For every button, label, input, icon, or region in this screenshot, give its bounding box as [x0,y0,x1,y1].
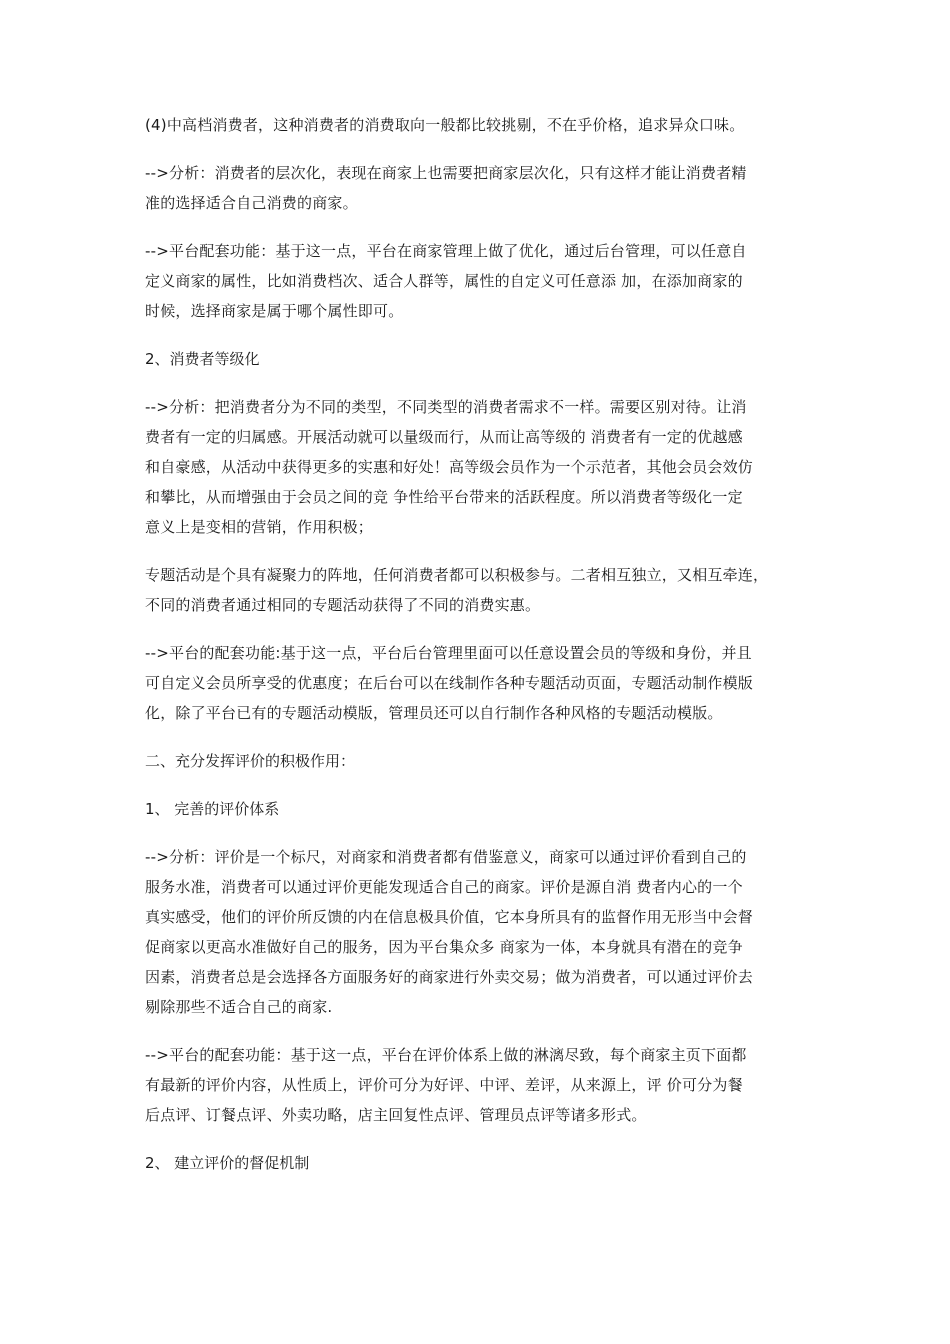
text-line: 费者有一定的归属感。开展活动就可以量级而行，从而让高等级的 消费者有一定的优越感 [145,428,743,446]
text-line: 可自定义会员所享受的优惠度；在后台可以在线制作各种专题活动页面，专题活动制作模版 [145,674,754,692]
section-heading [145,746,810,776]
subsection-heading [145,794,810,824]
text-line: -->平台的配套功能：基于这一点，平台在评价体系上做的淋漓尽致，每个商家主页下面都 [145,1046,747,1064]
text-line: 后点评、订餐点评、外卖功略，店主回复性点评、管理员点评等诸多形式。 [145,1106,647,1124]
text-line: 定义商家的属性，比如消费档次、适合人群等，属性的自定义可任意添 加，在添加商家的 [145,272,743,290]
paragraph [145,158,810,218]
heading-text: 二、充分发挥评价的积极作用： [145,752,356,770]
paragraph [145,560,810,620]
text-line: 促商家以更高水准做好自己的服务，因为平台集众多 商家为一体，本身就具有潜在的竞争 [145,938,743,956]
text-line: 化，除了平台已有的专题活动模版，管理员还可以自行制作各种风格的专题活动模版。 [145,704,723,722]
heading-text: 1、 完善的评价体系 [145,800,280,818]
text-line: -->分析：消费者的层次化，表现在商家上也需要把商家层次化，只有这样才能让消费者精 [145,164,747,182]
text-line: -->平台配套功能：基于这一点，平台在商家管理上做了优化，通过后台管理，可以任意自 [145,242,747,260]
text-line: 意义上是变相的营销，作用积极； [145,518,374,536]
paragraph [145,392,810,542]
paragraph [145,110,810,140]
heading-text: 2、消费者等级化 [145,350,260,368]
text-line: -->分析：评价是一个标尺，对商家和消费者都有借鉴意义，商家可以通过评价看到自己的 [145,848,747,866]
paragraph [145,1040,810,1130]
section-heading [145,344,810,374]
text-line: 和自豪感，从活动中获得更多的实惠和好处！高等级会员作为一个示范者，其他会员会效仿 [145,458,754,476]
text-line: 准的选择适合自己消费的商家。 [145,194,358,212]
text-line: 剔除那些不适合自己的商家. [145,998,333,1016]
heading-text: 2、 建立评价的督促机制 [145,1154,310,1172]
text-line: 和攀比，从而增强由于会员之间的竞 争性给平台带来的活跃程度。所以消费者等级化一定 [145,488,743,506]
paragraph [145,842,810,1022]
text-line: 不同的消费者通过相同的专题活动获得了不同的消费实惠。 [145,596,541,614]
text-line: -->分析：把消费者分为不同的类型，不同类型的消费者需求不一样。需要区别对待。让消 [145,398,747,416]
text-line: -->平台的配套功能:基于这一点，平台后台管理里面可以任意设置会员的等级和身份，并且 [145,644,752,662]
text-line: 专题活动是个具有凝聚力的阵地，任何消费者都可以积极参与。二者相互独立，又相互牵连， [145,566,769,584]
text-line: 真实感受，他们的评价所反馈的内在信息极具价值，它本身所具有的监督作用无形当中会督 [145,908,754,926]
text-line: 服务水准，消费者可以通过评价更能发现适合自己的商家。评价是源自消 费者内心的一个 [145,878,743,896]
text-line: 有最新的评价内容，从性质上，评价可分为好评、中评、差评，从来源上，评 价可分为餐 [145,1076,743,1094]
paragraph [145,638,810,728]
document-page [145,110,810,1196]
paragraph [145,236,810,326]
subsection-heading [145,1148,810,1178]
text-line: 因素，消费者总是会选择各方面服务好的商家进行外卖交易；做为消费者，可以通过评价去 [145,968,754,986]
text-line: (4)中高档消费者，这种消费者的消费取向一般都比较挑剔，不在乎价格，追求异众口味。 [145,116,745,134]
text-line: 时候，选择商家是属于哪个属性即可。 [145,302,404,320]
